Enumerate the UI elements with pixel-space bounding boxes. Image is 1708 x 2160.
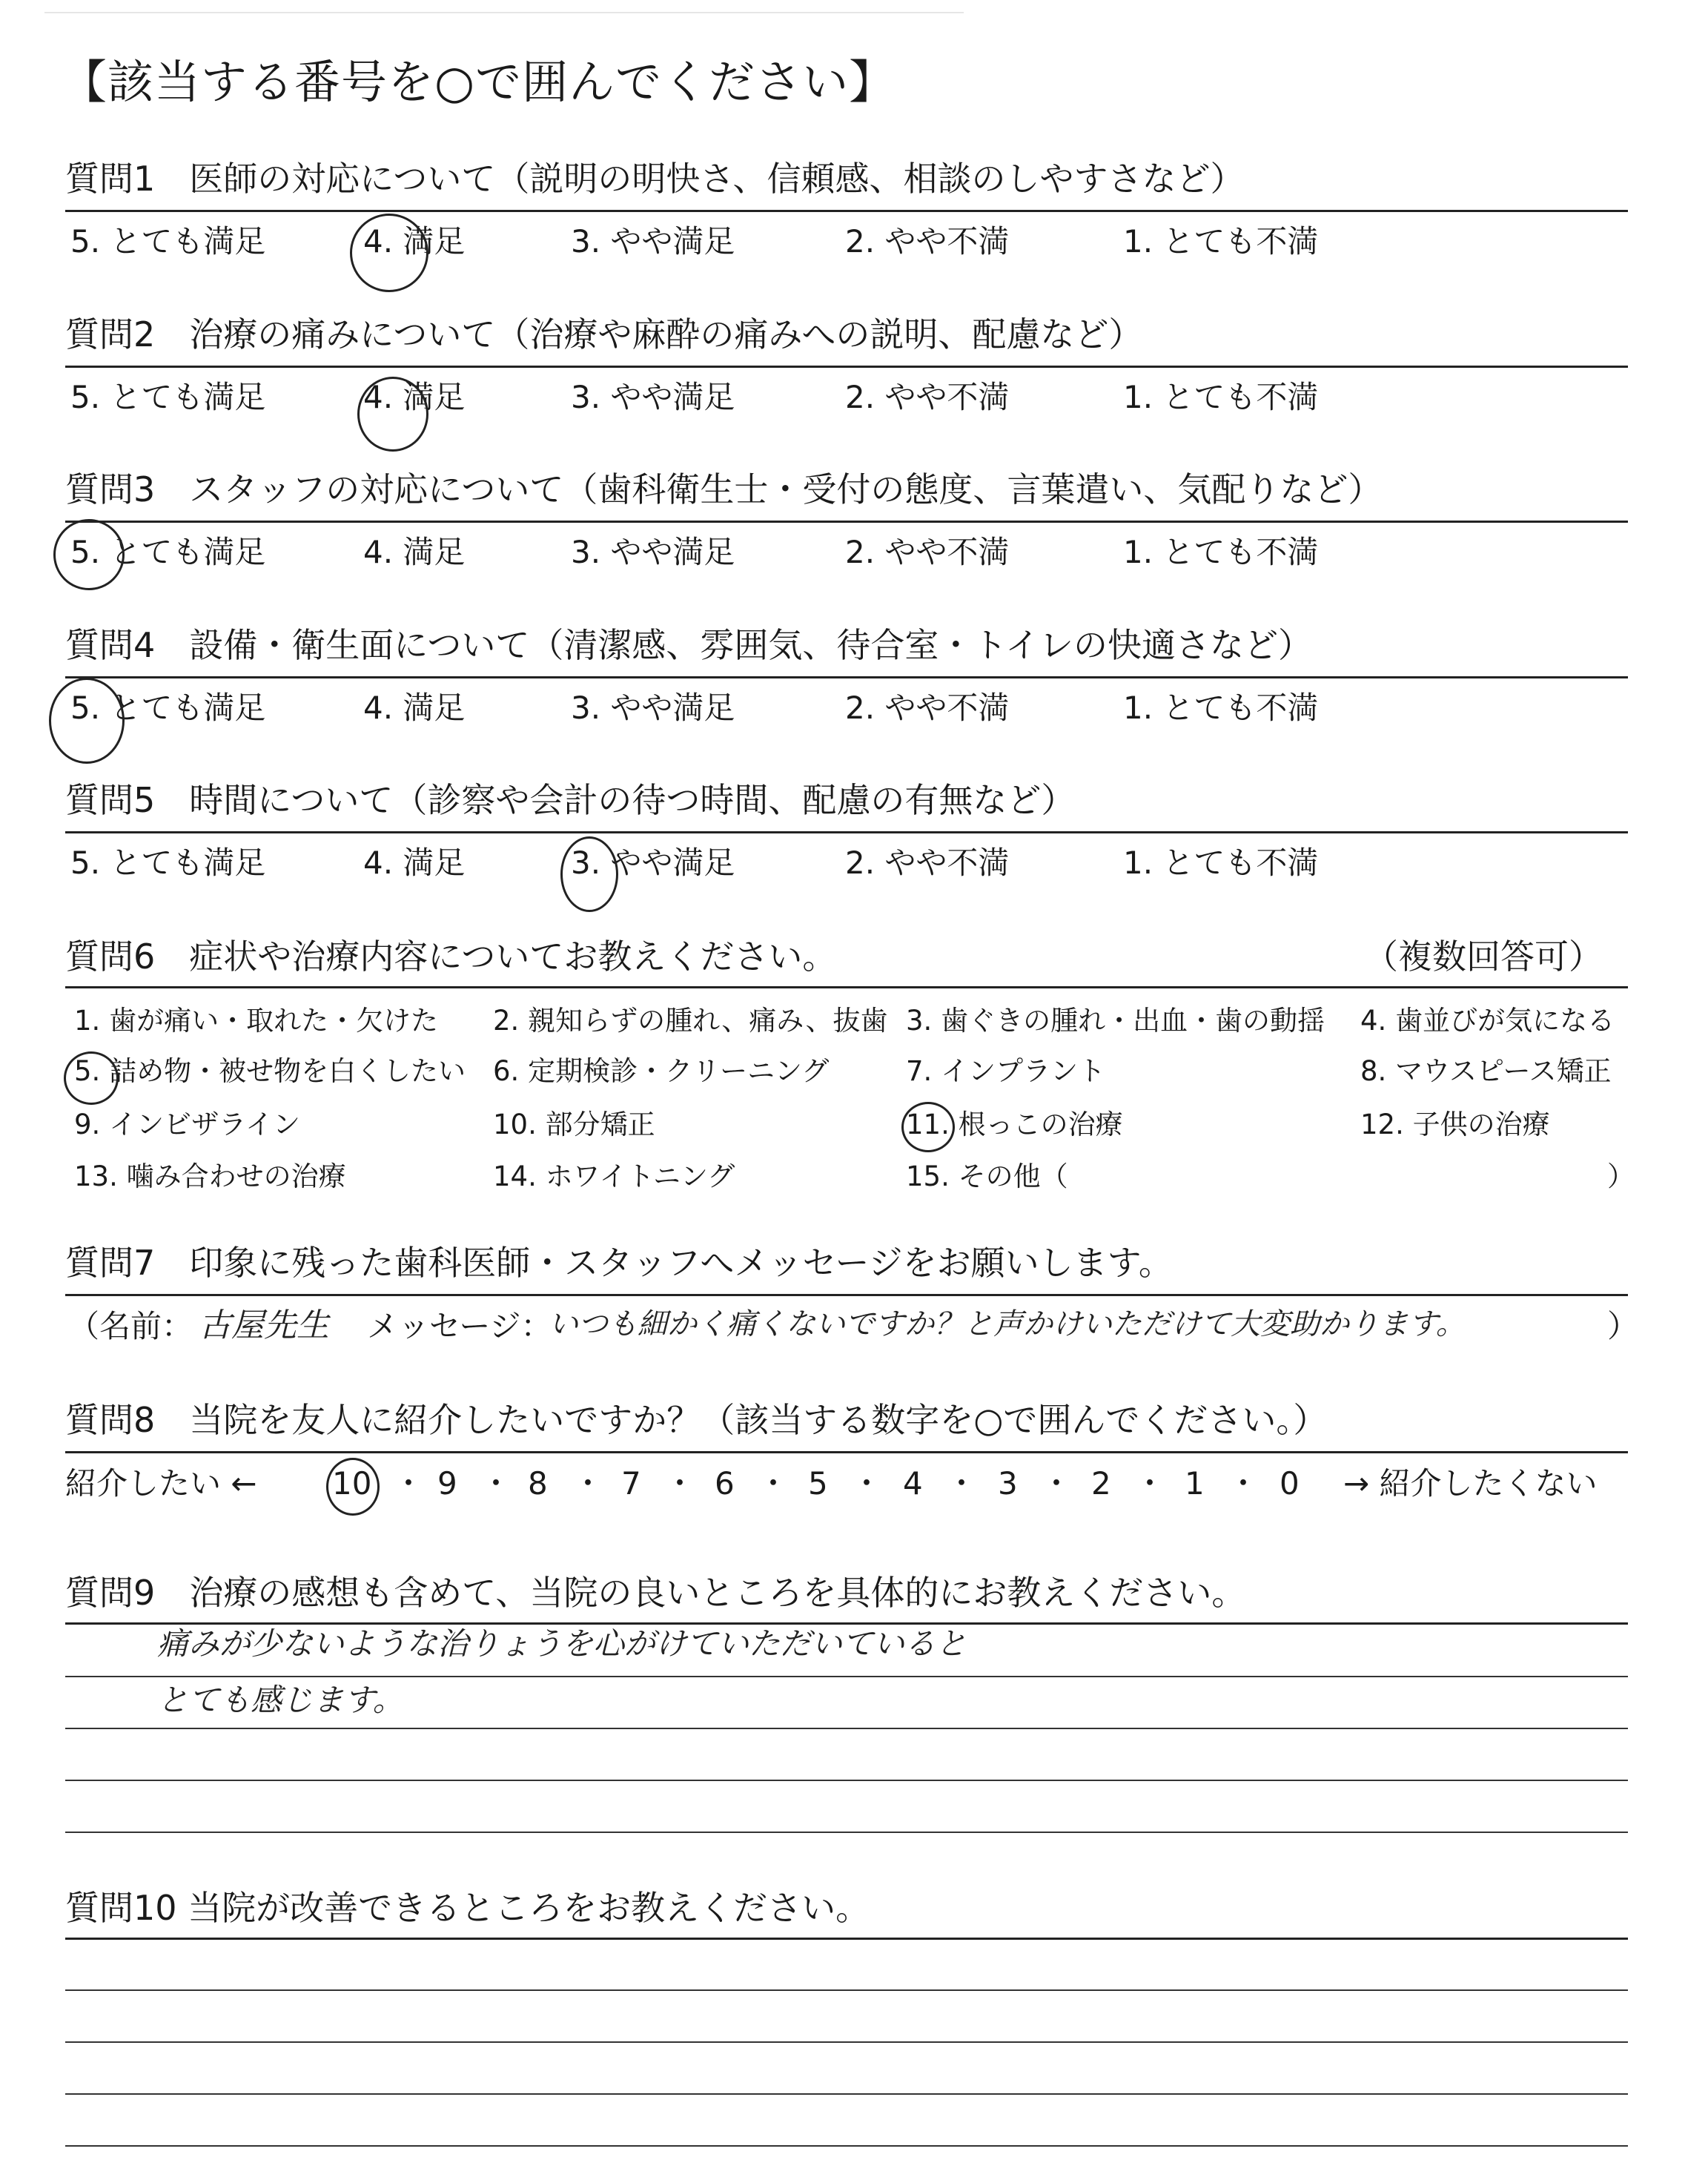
q8-separator: ・ [851,1465,883,1502]
q8-scale-5[interactable]: 5 [808,1465,828,1502]
q9-writing-line [65,1780,1628,1781]
q5-rule [65,831,1628,833]
q1-option-4[interactable]: 4. 満足 [363,223,466,260]
q3-label: 質問3 スタッフの対応について（歯科衛生士・受付の態度、言葉遣い、気配りなど） [65,469,1383,509]
q6-selection-circle-5 [64,1051,119,1105]
q10-writing-line [65,1989,1628,1991]
q6-label: 質問6 症状や治療内容についてお教えください。 [65,937,837,977]
q8-separator: ・ [1041,1465,1073,1502]
q3-option-2[interactable]: 2. やや不満 [845,534,1010,570]
q8-scale-7[interactable]: 7 [621,1465,641,1502]
q10-writing-line [65,2145,1628,2147]
q6-selection-circle-11 [901,1102,955,1152]
q4-rule [65,676,1628,678]
q5-option-5[interactable]: 5. とても満足 [70,845,266,881]
q3-selection-circle [53,519,125,590]
q3-option-5[interactable]: 5. とても満足 [70,534,266,570]
q2-option-5[interactable]: 5. とても満足 [70,379,266,415]
q1-rule [65,210,1628,212]
q8-scale-10[interactable]: 10 [332,1465,372,1502]
q6-option-4[interactable]: 4. 歯並びが気になる [1360,1005,1615,1037]
q2-label: 質問2 治療の痛みについて（治療や麻酔の痛みへの説明、配慮など） [65,314,1143,354]
q9-writing-line [65,1676,1628,1677]
q8-scale-8[interactable]: 8 [528,1465,548,1502]
q1-option-5[interactable]: 5. とても満足 [70,223,266,260]
page-title: 【該当する番号を○で囲んでください】 [61,55,896,109]
q8-separator: ・ [946,1465,978,1502]
q6-option-10[interactable]: 10. 部分矯正 [493,1109,655,1140]
q9-label: 質問9 治療の感想も含めて、当院の良いところを具体的にお教えください。 [65,1573,1246,1613]
q7-close: ） [1607,1308,1639,1344]
q3-option-4[interactable]: 4. 満足 [363,534,466,570]
q2-option-3[interactable]: 3. やや満足 [571,379,735,415]
q6-option-5[interactable]: 5. 詰め物・被せ物を白くしたい [74,1055,466,1087]
q8-separator: ・ [758,1465,790,1502]
q6-note: （複数回答可） [1364,937,1603,977]
q9-rule [65,1622,1628,1625]
q8-scale-3[interactable]: 3 [998,1465,1018,1502]
q2-option-2[interactable]: 2. やや不満 [845,379,1010,415]
q6-option-15[interactable]: 15. その他（ [906,1160,1068,1192]
q2-selection-circle [357,377,428,452]
q4-option-2[interactable]: 2. やや不満 [845,690,1010,726]
q6-option-3[interactable]: 3. 歯ぐきの腫れ・出血・歯の動揺 [906,1005,1325,1037]
q7-label: 質問7 印象に残った歯科医師・スタッフへメッセージをお願いします。 [65,1243,1173,1283]
q10-writing-line [65,2093,1628,2095]
q2-option-4[interactable]: 4. 満足 [363,379,466,415]
q4-selection-circle [49,678,125,764]
q9-answer-line-2: とても感じます。 [157,1682,404,1718]
q4-option-1[interactable]: 1. とても不満 [1123,690,1319,726]
scan-edge-line [44,12,964,13]
q3-option-1[interactable]: 1. とても不満 [1123,534,1319,570]
q5-option-2[interactable]: 2. やや不満 [845,845,1010,881]
q9-writing-line [65,1832,1628,1833]
q5-option-4[interactable]: 4. 満足 [363,845,466,881]
q8-label: 質問8 当院を友人に紹介したいですか？（該当する数字を○で囲んでください。） [65,1400,1328,1440]
q8-separator: ・ [480,1465,512,1502]
q10-label: 質問10 当院が改善できるところをお教えください。 [65,1888,870,1928]
q7-rule [65,1294,1628,1296]
q2-option-1[interactable]: 1. とても不満 [1123,379,1319,415]
q5-selection-circle [560,836,618,912]
q5-label: 質問5 時間について（診察や会計の待つ時間、配慮の有無など） [65,780,1076,820]
q8-left-label: 紹介したい ← [65,1465,257,1502]
q1-option-1[interactable]: 1. とても不満 [1123,223,1319,260]
q6-option-1[interactable]: 1. 歯が痛い・取れた・欠けた [74,1005,439,1037]
q8-separator: ・ [664,1465,696,1502]
q6-option-9[interactable]: 9. インビザライン [74,1109,300,1140]
q4-option-4[interactable]: 4. 満足 [363,690,466,726]
q6-option-14[interactable]: 14. ホワイトニング [493,1160,735,1192]
q8-separator: ・ [572,1465,604,1502]
q7-name-open: （名前： [68,1308,193,1344]
q8-selection-circle [326,1458,380,1516]
q4-label: 質問4 設備・衛生面について（清潔感、雰囲気、待合室・トイレの快適さなど） [65,625,1313,665]
q7-message-label: メッセージ： [367,1308,552,1344]
q6-option-12[interactable]: 12. 子供の治療 [1360,1109,1550,1140]
q6-option-7[interactable]: 7. インプラント [906,1055,1106,1087]
q8-separator: ・ [1228,1465,1260,1502]
q10-writing-line [65,2041,1628,2043]
q7-message-handwritten: いつも細かく痛くないですか？と声かけいただけて大変助かります。 [549,1307,1466,1341]
q1-option-2[interactable]: 2. やや不満 [845,223,1010,260]
q1-option-3[interactable]: 3. やや満足 [571,223,735,260]
q4-option-5[interactable]: 5. とても満足 [70,690,266,726]
q6-option-2[interactable]: 2. 親知らずの腫れ、痛み、抜歯 [493,1005,888,1037]
q9-writing-line [65,1728,1628,1729]
q8-right-label: → 紹介したくない [1343,1465,1598,1502]
q8-scale-4[interactable]: 4 [903,1465,923,1502]
q6-option-6[interactable]: 6. 定期検診・クリーニング [493,1055,830,1087]
q10-rule [65,1938,1628,1940]
q8-separator: ・ [1134,1465,1166,1502]
q8-scale-6[interactable]: 6 [715,1465,735,1502]
q6-option-15-close: ） [1607,1160,1635,1192]
q6-rule [65,986,1628,988]
q8-scale-0[interactable]: 0 [1280,1465,1300,1502]
q4-option-3[interactable]: 3. やや満足 [571,690,735,726]
q6-option-8[interactable]: 8. マウスピース矯正 [1360,1055,1612,1087]
q8-scale-2[interactable]: 2 [1091,1465,1111,1502]
q3-rule [65,521,1628,523]
q7-name-handwritten: 古屋先生 [199,1307,329,1344]
q6-option-11[interactable]: 11. 根っこの治療 [906,1109,1123,1140]
q3-option-3[interactable]: 3. やや満足 [571,534,735,570]
q8-rule [65,1451,1628,1453]
q9-answer-line-1: 痛みが少ないような治りょうを心がけていただいていると [157,1625,967,1662]
q1-selection-circle [350,214,428,292]
q2-rule [65,366,1628,368]
q5-option-1[interactable]: 1. とても不満 [1123,845,1319,881]
q8-separator: ・ [393,1465,425,1502]
q6-option-13[interactable]: 13. 噛み合わせの治療 [74,1160,346,1192]
q8-scale-1[interactable]: 1 [1185,1465,1205,1502]
q1-label: 質問1 医師の対応について（説明の明快さ、信頼感、相談のしやすさなど） [65,159,1245,199]
q8-scale-9[interactable]: 9 [437,1465,457,1502]
q5-option-3[interactable]: 3. やや満足 [571,845,735,881]
